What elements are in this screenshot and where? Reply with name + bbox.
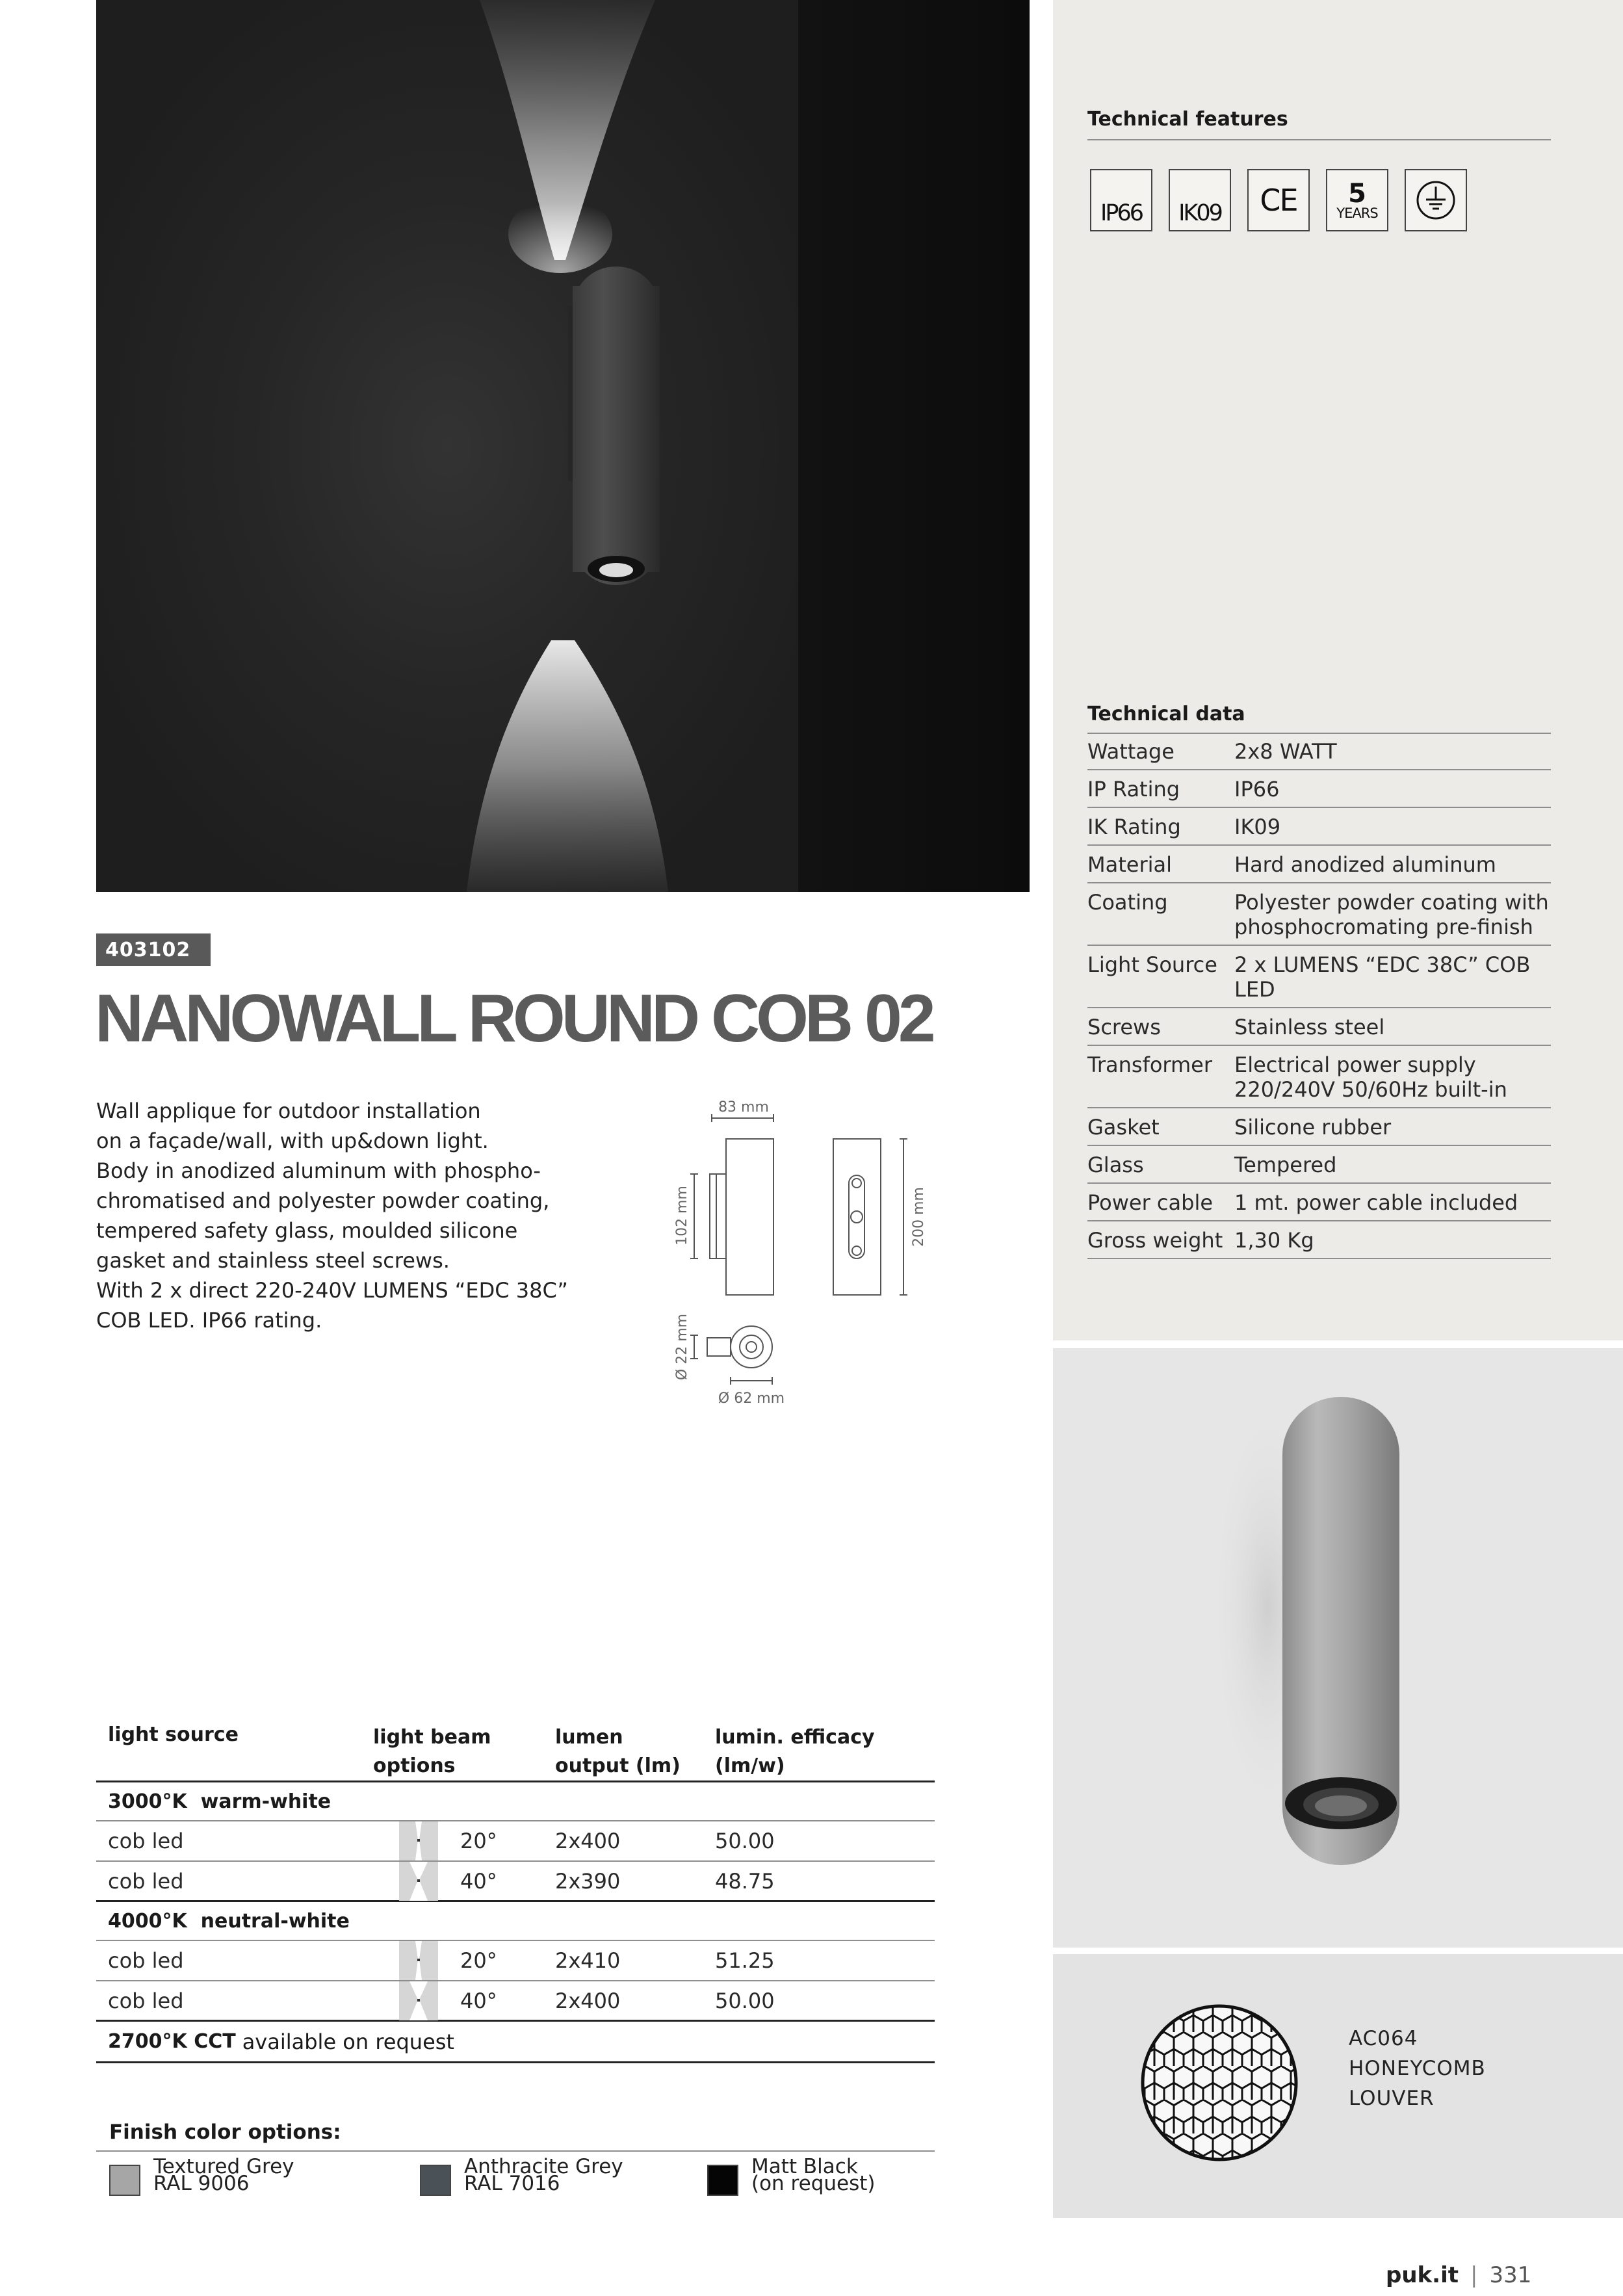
tech-label: Screws <box>1087 1015 1161 1039</box>
tech-value: Stainless steel <box>1234 1015 1385 1039</box>
swatch-anthracite-grey <box>420 2165 451 2196</box>
tech-row-coating <box>1087 883 1551 946</box>
group-name: neutral-white <box>200 1909 350 1933</box>
swatch-textured-grey <box>109 2165 140 2196</box>
finish-name: Anthracite Grey <box>464 2155 623 2178</box>
group-3000k <box>96 1782 935 1821</box>
wide-beam-icon <box>399 1981 438 2020</box>
col-lumen-line1: lumen <box>555 1726 623 1749</box>
tech-row-power-cable <box>1087 1184 1551 1221</box>
tech-row-transformer <box>1087 1046 1551 1108</box>
finish-option-textured-grey <box>153 2155 294 2195</box>
description-line: Body in anodized aluminum with phospho- <box>96 1158 541 1183</box>
drawing-height-label: 200 mm <box>911 1187 927 1247</box>
product-title: NANOWALL ROUND COB 02 <box>95 981 932 1056</box>
cell-lumen: 2x400 <box>555 1988 621 2013</box>
cell-lumen: 2x410 <box>555 1948 621 1973</box>
ip66-badge <box>1090 169 1152 231</box>
tech-value: 1,30 Kg <box>1234 1228 1314 1253</box>
description-line: COB LED. IP66 rating. <box>96 1308 322 1333</box>
tech-row-glass <box>1087 1146 1551 1184</box>
warranty-years-number: 5 <box>1348 178 1366 209</box>
group-kelvin: 3000°K <box>108 1790 187 1813</box>
cell-source: cob led <box>108 1829 184 1853</box>
group-name: warm-white <box>200 1790 331 1813</box>
ce-mark-badge <box>1247 169 1310 231</box>
accessory-name-line1: HONEYCOMB <box>1349 2057 1486 2080</box>
description-line: chromatised and polyester powder coating, <box>96 1188 550 1213</box>
finish-code: RAL 9006 <box>153 2172 250 2195</box>
tech-value: 2 x LUMENS “EDC 38C” COB LED <box>1234 952 1531 1002</box>
ik09-badge <box>1169 169 1231 231</box>
tech-value: Tempered <box>1234 1153 1337 1177</box>
beam-angle: 20° <box>460 1829 497 1853</box>
col-efficacy <box>715 1719 935 1781</box>
beam-angle: 40° <box>460 1988 497 2013</box>
tech-label: Power cable <box>1087 1190 1214 1215</box>
tech-row-gasket <box>1087 1108 1551 1146</box>
description-line: With 2 x direct 220-240V LUMENS “EDC 38C” <box>96 1278 568 1303</box>
cell-beam <box>373 1821 555 1860</box>
technical-data-title: Technical data <box>1087 703 1245 725</box>
earth-ground-badge <box>1405 169 1467 231</box>
tech-value: Silicone rubber <box>1234 1115 1392 1140</box>
col-light-source: light source <box>108 1723 239 1746</box>
cell-source: cob led <box>108 1988 184 2013</box>
technical-features-rule <box>1087 139 1551 140</box>
technical-drawing <box>663 1092 936 1417</box>
lamp-light-render <box>96 0 1030 892</box>
product-render-image <box>1053 1348 1623 1948</box>
finish-title: Finish color options: <box>109 2120 341 2144</box>
tech-row-screws <box>1087 1008 1551 1046</box>
cct-note-bold: 2700°K CCT <box>108 2030 236 2053</box>
beam-angle: 40° <box>460 1868 497 1894</box>
tech-label: Gross weight <box>1087 1228 1223 1253</box>
col-efficacy-line1: lumin. efficacy <box>715 1726 875 1749</box>
tech-row-wattage <box>1087 733 1551 770</box>
footer-separator: | <box>1470 2262 1478 2288</box>
group-kelvin: 4000°K <box>108 1909 187 1933</box>
finish-name: Matt Black <box>751 2155 858 2178</box>
tech-row-ik-rating <box>1087 808 1551 846</box>
wide-beam-icon <box>399 1862 438 1901</box>
tech-label: Coating <box>1087 890 1168 915</box>
product-code-badge: 403102 <box>96 933 211 966</box>
tech-value: Polyester powder coating with phosphocromating pre-finish <box>1234 890 1549 939</box>
tech-label: Wattage <box>1087 739 1175 764</box>
honeycomb-louver-icon <box>1135 1998 1304 2167</box>
tech-label: Gasket <box>1087 1115 1160 1140</box>
warranty-years-label: YEARS <box>1336 205 1378 221</box>
cell-beam <box>373 1862 555 1901</box>
description-line: gasket and stainless steel screws. <box>96 1248 450 1273</box>
col-efficacy-line2: (lm/w) <box>715 1755 785 1777</box>
finish-rule <box>96 2150 935 2152</box>
cct-note <box>96 2022 935 2063</box>
earth-ground-icon <box>1413 177 1459 223</box>
technical-data-table <box>1087 733 1551 1259</box>
cell-beam <box>373 1941 555 1980</box>
finish-option-anthracite-grey <box>464 2155 623 2195</box>
description-line: tempered safety glass, moulded silicone <box>96 1218 518 1243</box>
cell-efficacy: 48.75 <box>715 1868 775 1894</box>
tech-value: Hard anodized aluminum <box>1234 852 1496 877</box>
accessory-code: AC064 <box>1349 2027 1418 2050</box>
ip-badge-label: IP66 <box>1100 200 1142 226</box>
light-source-table <box>96 1719 935 2063</box>
tech-value: IP66 <box>1234 777 1280 802</box>
cell-lumen: 2x390 <box>555 1868 621 1894</box>
narrow-beam-icon <box>399 1941 438 1980</box>
cell-beam <box>373 1981 555 2020</box>
tech-row-material <box>1087 846 1551 883</box>
description-line: on a façade/wall, with up&down light. <box>96 1128 489 1153</box>
product-render-panel <box>1053 1348 1623 1948</box>
tech-value: 2x8 WATT <box>1234 739 1337 764</box>
tech-row-ip-rating <box>1087 770 1551 808</box>
drawing-mount-label: 102 mm <box>674 1186 690 1246</box>
col-light-beam-line1: light beam <box>373 1726 491 1749</box>
accessory-name-line2: LOUVER <box>1349 2087 1435 2110</box>
product-description <box>96 1096 616 1335</box>
cell-source: cob led <box>108 1948 184 1973</box>
col-lumen-line2: output (lm) <box>555 1755 681 1777</box>
col-lumen <box>555 1719 715 1781</box>
hero-photo <box>96 0 1030 892</box>
footer-site-link[interactable]: puk.it <box>1386 2262 1459 2288</box>
page-number: 331 <box>1489 2262 1532 2288</box>
ce-mark-icon: CE <box>1260 183 1297 218</box>
warranty-badge <box>1326 169 1388 231</box>
description-line: Wall applique for outdoor installation <box>96 1099 481 1123</box>
accessory-panel <box>1053 1954 1623 2218</box>
tech-value: 1 mt. power cable included <box>1234 1190 1518 1215</box>
cell-efficacy: 50.00 <box>715 1829 775 1853</box>
tech-label: Glass <box>1087 1153 1144 1177</box>
page-footer <box>1386 2262 1531 2288</box>
ik-badge-label: IK09 <box>1178 200 1221 226</box>
finish-option-matt-black <box>751 2155 876 2195</box>
finish-code: RAL 7016 <box>464 2172 560 2195</box>
table-row <box>96 1981 935 2022</box>
tech-label: Light Source <box>1087 952 1217 977</box>
finish-name: Textured Grey <box>153 2155 294 2178</box>
tech-value: Electrical power supply 220/240V 50/60Hz built-in <box>1234 1052 1507 1102</box>
tech-value: IK09 <box>1234 815 1281 839</box>
technical-features-title: Technical features <box>1087 108 1288 131</box>
beam-angle: 20° <box>460 1948 497 1973</box>
col-light-beam-line2: options <box>373 1755 456 1777</box>
table-row <box>96 1941 935 1981</box>
drawing-diameter-label: Ø 62 mm <box>718 1390 785 1407</box>
cell-source: cob led <box>108 1868 184 1894</box>
tech-label: Material <box>1087 852 1172 877</box>
tech-label: Transformer <box>1087 1052 1213 1077</box>
drawing-width-label: 83 mm <box>718 1099 769 1115</box>
tech-label: IK Rating <box>1087 815 1181 839</box>
tech-row-light-source <box>1087 946 1551 1008</box>
drawing-depth-label: Ø 22 mm <box>674 1313 690 1381</box>
cell-efficacy: 50.00 <box>715 1988 775 2013</box>
table-row <box>96 1821 935 1862</box>
narrow-beam-icon <box>399 1821 438 1860</box>
swatch-matt-black <box>707 2165 738 2196</box>
col-light-beam <box>373 1719 555 1781</box>
cell-efficacy: 51.25 <box>715 1948 775 1973</box>
light-table-header <box>96 1719 935 1782</box>
cell-lumen: 2x400 <box>555 1829 621 1853</box>
tech-label: IP Rating <box>1087 777 1180 802</box>
group-4000k <box>96 1902 935 1941</box>
finish-code: (on request) <box>751 2172 876 2195</box>
table-row <box>96 1862 935 1902</box>
cct-note-text: available on request <box>242 2029 454 2054</box>
tech-row-gross-weight <box>1087 1221 1551 1259</box>
